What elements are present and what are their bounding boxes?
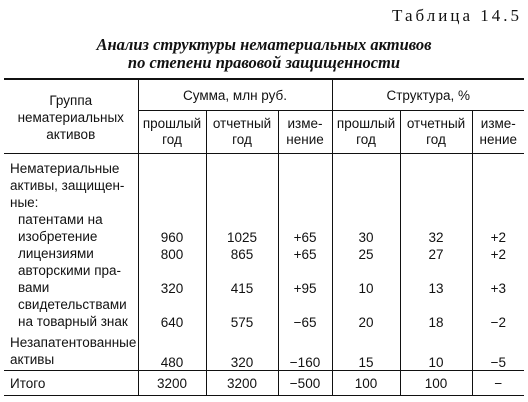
header-group: Группа нематериальных активов bbox=[4, 79, 138, 154]
subheader-report-year-sum: отчетный год bbox=[206, 111, 278, 154]
row-label-line: изобретение bbox=[18, 229, 98, 244]
cell-value: 640 bbox=[138, 296, 206, 330]
cell-value: +65 bbox=[278, 245, 332, 262]
cell-value: 960 bbox=[138, 211, 206, 245]
data-table bbox=[4, 78, 524, 396]
cell-value: −160 bbox=[278, 330, 332, 371]
cell-value: 1025 bbox=[206, 211, 278, 245]
cell-value: +95 bbox=[278, 262, 332, 296]
cell-value: 320 bbox=[138, 262, 206, 296]
total-value: 100 bbox=[400, 371, 472, 396]
table-label: Таблица 14.5 bbox=[392, 6, 522, 25]
subheader-prev-year-struct: прошлый год bbox=[332, 111, 400, 154]
cell-value: 18 bbox=[400, 296, 472, 330]
cell-value: 415 bbox=[206, 262, 278, 296]
cell-value: 32 bbox=[400, 211, 472, 245]
intro-line: ные: bbox=[10, 195, 39, 210]
row-label bbox=[4, 330, 138, 371]
cell-value: 13 bbox=[400, 262, 472, 296]
row-label-line: Незапатентованные bbox=[10, 335, 137, 350]
subheader-change-struct: изме- нение bbox=[472, 111, 524, 154]
cell-value: −65 bbox=[278, 296, 332, 330]
row-label-line: свидетельствами bbox=[18, 297, 127, 312]
table-row bbox=[4, 296, 524, 330]
cell-value: 15 bbox=[332, 330, 400, 371]
header-structure: Структура, % bbox=[332, 79, 524, 111]
cell-value: 10 bbox=[332, 262, 400, 296]
intro-line: активы, защищен- bbox=[10, 178, 125, 193]
total-label: Итого bbox=[4, 371, 138, 396]
table-row bbox=[4, 262, 524, 296]
subheader-prev-year-sum: прошлый год bbox=[138, 111, 206, 154]
cell-value: 320 bbox=[206, 330, 278, 371]
cell-value: +2 bbox=[472, 211, 524, 245]
table-row-intro bbox=[4, 154, 524, 212]
row-label-line: лицензиями bbox=[18, 246, 94, 261]
table-title-line-2: по степени правовой защищенности bbox=[127, 53, 401, 72]
table-row bbox=[4, 330, 524, 371]
subheader-change-sum: изме- нение bbox=[278, 111, 332, 154]
cell-value: 865 bbox=[206, 245, 278, 262]
row-label-line: активы bbox=[10, 352, 55, 367]
row-label bbox=[4, 211, 138, 245]
cell-value: 20 bbox=[332, 296, 400, 330]
header-sum: Сумма, млн руб. bbox=[138, 79, 332, 111]
subheader-report-year-struct: отчетный год bbox=[400, 111, 472, 154]
cell-value: −2 bbox=[472, 296, 524, 330]
cell-value: 575 bbox=[206, 296, 278, 330]
cell-value: 800 bbox=[138, 245, 206, 262]
cell-value: 25 bbox=[332, 245, 400, 262]
row-label-line: авторскими пра- bbox=[18, 263, 122, 278]
total-value: − bbox=[472, 371, 524, 396]
row-label bbox=[4, 296, 138, 330]
cell-value: −5 bbox=[472, 330, 524, 371]
cell-value: 480 bbox=[138, 330, 206, 371]
table-row bbox=[4, 245, 524, 262]
header-row bbox=[4, 79, 524, 111]
row-label bbox=[4, 262, 138, 296]
total-value: 100 bbox=[332, 371, 400, 396]
total-value: 3200 bbox=[138, 371, 206, 396]
total-value: 3200 bbox=[206, 371, 278, 396]
table-row-total bbox=[4, 371, 524, 396]
cell-value: 10 bbox=[400, 330, 472, 371]
intro-label bbox=[4, 154, 138, 212]
table-title-line-1: Анализ структуры нематериальных активов bbox=[96, 35, 432, 54]
cell-value: +65 bbox=[278, 211, 332, 245]
cell-value: +3 bbox=[472, 262, 524, 296]
row-label-line: на товарный знак bbox=[18, 314, 128, 329]
cell-value: 30 bbox=[332, 211, 400, 245]
cell-value: 27 bbox=[400, 245, 472, 262]
cell-value: +2 bbox=[472, 245, 524, 262]
intro-line: Нематериальные bbox=[10, 161, 120, 176]
row-label bbox=[4, 245, 138, 262]
table-row bbox=[4, 211, 524, 245]
row-label-line: патентами на bbox=[18, 212, 103, 227]
row-label-line: вами bbox=[18, 280, 50, 295]
total-value: −500 bbox=[278, 371, 332, 396]
